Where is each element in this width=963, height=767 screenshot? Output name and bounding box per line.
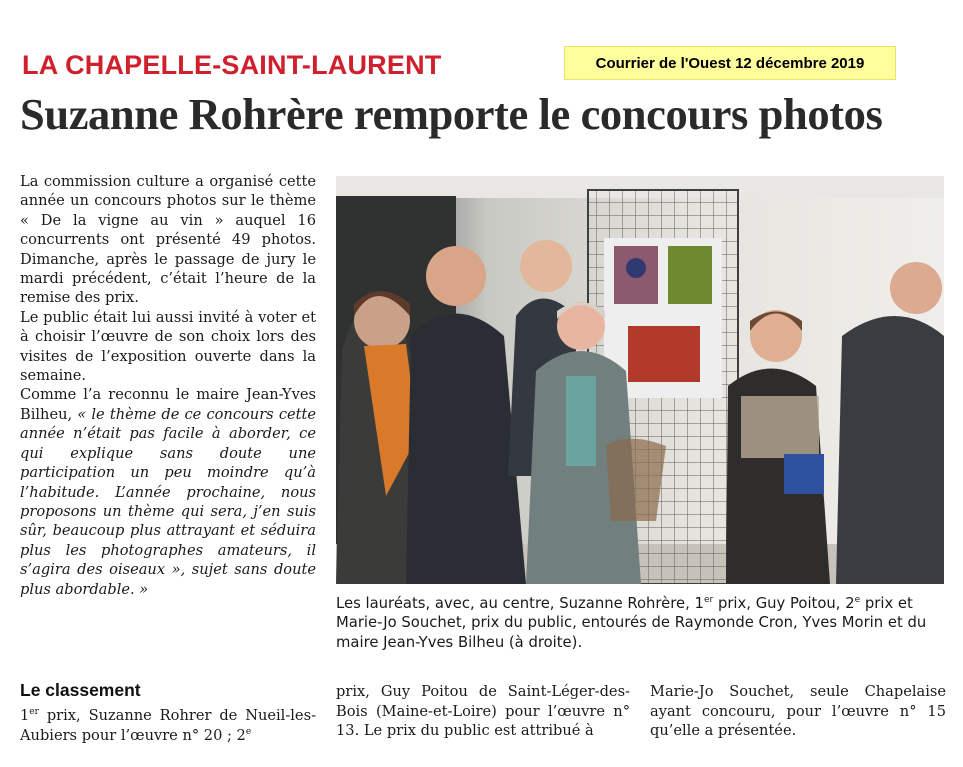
person-mayor [836, 316, 944, 584]
ranking-title: Le classement [20, 680, 141, 700]
gift-basket-center [606, 439, 666, 522]
award-photo [336, 176, 944, 584]
gift-basket-right [741, 396, 819, 458]
ranking-column-2: prix, Guy Poitou de Saint-Léger-des-Bois (Maine-et-Loire) pour l’œuvre n° 13. Le prix du public est attribué à [336, 683, 630, 739]
ranking-col1-sup2: e [245, 726, 252, 737]
location-kicker: LA CHAPELLE-SAINT-LAURENT [22, 50, 442, 80]
caption-sup-2: e [854, 595, 861, 606]
source-tag: Courrier de l'Ouest 12 décembre 2019 [564, 46, 896, 80]
grape-cluster [626, 258, 646, 278]
person-mayor-head [890, 262, 942, 314]
article-headline: Suzanne Rohrère remporte le concours photos [20, 89, 883, 139]
ranking-col1-sup: er [29, 707, 39, 718]
photo-print-vine [668, 246, 712, 304]
person-elder-head [520, 240, 572, 292]
ranking-column-3: Marie-Jo Souchet, seule Chapelaise ayant concouru, pour l’œuvre n° 15 qu’elle a présentée. [650, 683, 946, 739]
person-tall-man-head [426, 246, 486, 306]
caption-part-1: Les lauréats, avec, au centre, Suzanne Rohrère, 1 [336, 595, 704, 612]
blue-bag [784, 454, 824, 494]
article-body [20, 172, 316, 599]
caption-part-2: prix, Guy Poitou, 2 [713, 595, 855, 612]
caption-sup-1: er [703, 595, 714, 606]
photo-caption [336, 594, 946, 652]
ranking-col1-pre: 1 [20, 707, 30, 724]
ranking-col1-text: prix, Suzanne Rohrer de Nueil-les-Aubiers pour l’œuvre n° 20 ; 2 [20, 707, 316, 744]
quote-intro: Comme l’a reconnu le maire Jean-Yves Bilheu, [20, 386, 316, 423]
person-center-shirt [566, 376, 596, 466]
body-paragraph-2: Le public était lui aussi invité à voter et à choisir l’œuvre de son choix lors des visites de l’exposition ouverte dans la semaine. [20, 308, 316, 385]
body-paragraph-3 [20, 385, 316, 598]
ranking-column-1 [20, 706, 316, 745]
caption-part-3: prix et Marie-Jo Souchet, prix du public, entourés de Raymonde Cron, Yves Morin et du maire Jean-Yves Bilheu (à droite). [336, 595, 927, 651]
photo-print-red [628, 326, 700, 382]
body-paragraph-1: La commission culture a organisé cette année un concours photos sur le thème « De la vigne au vin » auquel 16 concurrents ont présenté 49 photos. Dimanche, après le passage de jury le mardi précédent, c’était l’heure de la remise des prix. [20, 173, 316, 307]
mayor-quote: « le thème de ce concours cette année n’était pas facile à aborder, ce qui explique sans doute une participation un peu moindre qu’à l’habitude. L’année prochaine, nous proposons un thème qui sera, j’en suis sûr, beaucoup plus attrayant et séduira plus les photographes amateurs, il s’agira des oiseaux », sujet sans doute plus abordable. » [20, 405, 316, 598]
